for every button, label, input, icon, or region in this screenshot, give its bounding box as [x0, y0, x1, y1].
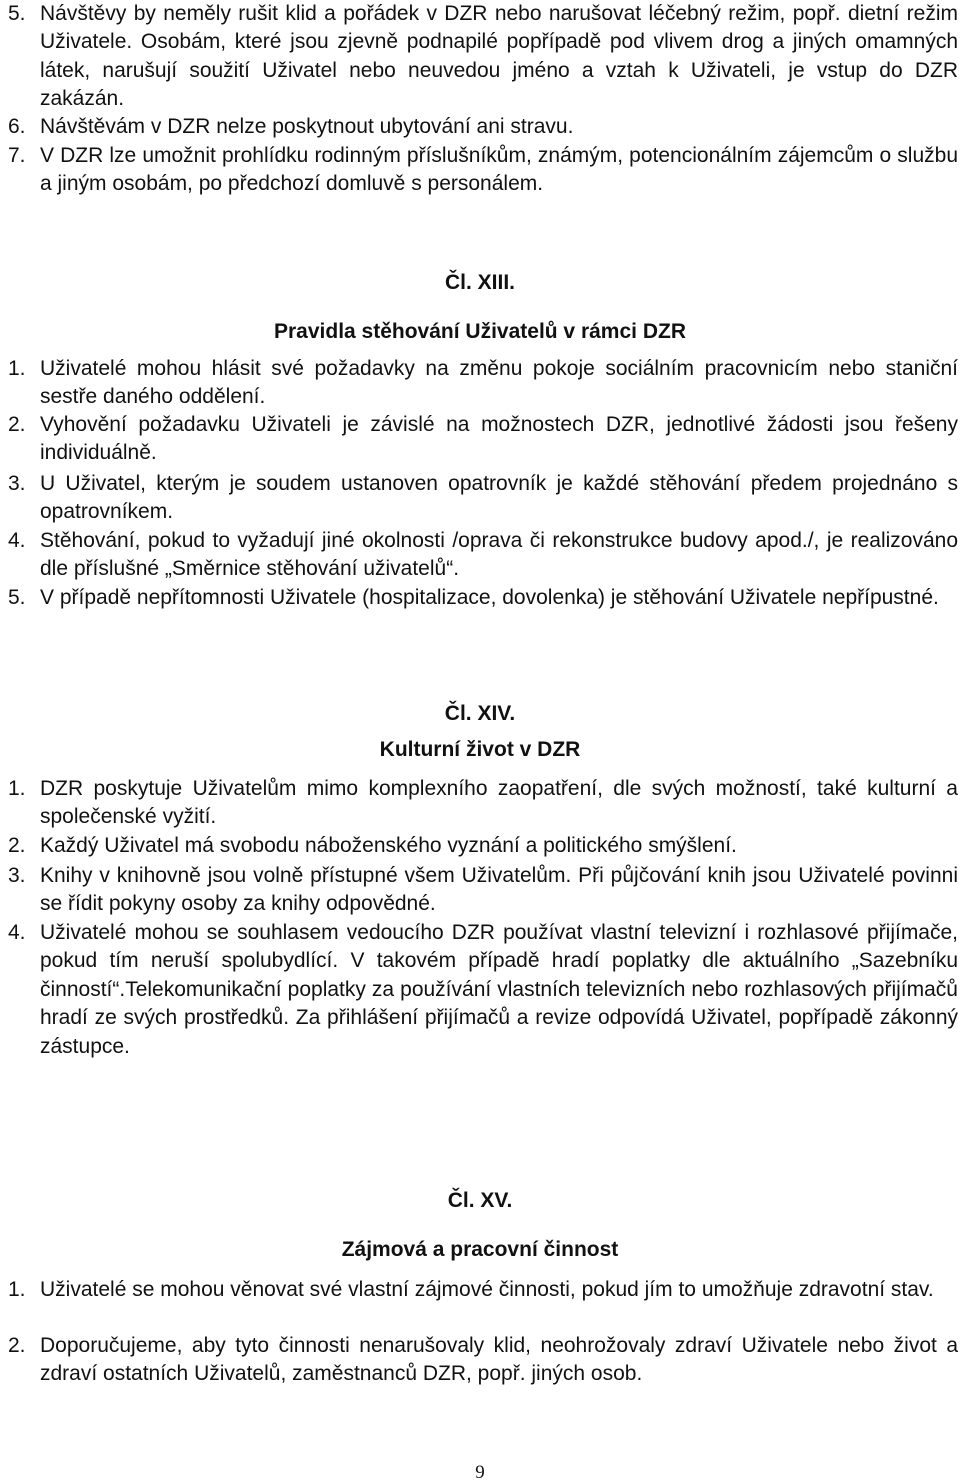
list-text: V případě nepřítomnosti Uživatele (hospitalizace, dovolenka) je stěhování Uživatele nepřípustné. — [40, 586, 939, 609]
list-text: Stěhování, pokud to vyžadují jiné okolnosti /oprava či rekonstrukce budovy apod./, je realizováno dle příslušné „Směrnice stěhování uživatelů“. — [40, 529, 958, 581]
list-item — [8, 1276, 960, 1304]
list-text: Doporučujeme, aby tyto činnosti nenarušovaly klid, neohrožovaly zdraví Uživatele nebo život a zdraví ostatních Uživatelů, zaměstnanců DZR, popř. jiných osob. — [40, 1334, 958, 1386]
list-number: 3. — [8, 472, 26, 495]
list-item — [8, 832, 960, 860]
list-number: 5. — [8, 2, 26, 25]
list-item-5 — [8, 0, 960, 114]
list-number: 5. — [8, 586, 26, 609]
list-text: Každý Uživatel má svobodu náboženského vyznání a politického smýšlení. — [40, 834, 737, 857]
list-number: 1. — [8, 1278, 26, 1301]
list-number: 3. — [8, 864, 26, 887]
article-number: Čl. XIV. — [444, 702, 516, 725]
list-item-7 — [8, 142, 960, 199]
list-item-6 — [8, 113, 960, 141]
list-number: 2. — [8, 413, 26, 436]
list-text: Návštěvy by neměly rušit klid a pořádek v DZR nebo narušovat léčebný režim, popř. dietní režim Uživatele. Osobám, které jsou zjevně podnapilé popřípadě pod vlivem drog a jiných omamných látek, narušují soužití Uživatel nebo neuvedou jméno a vztah k Uživateli, je vstup do DZR zakázán. — [40, 2, 958, 111]
list-number: 2. — [8, 834, 26, 857]
list-text: Uživatelé se mohou věnovat své vlastní zájmové činnosti, pokud jím to umožňuje zdravotní stav. — [40, 1278, 934, 1301]
list-text: Uživatelé mohou hlásit své požadavky na změnu pokoje sociálním pracovnicím nebo staniční sestře daného oddělení. — [40, 357, 958, 409]
list-text: DZR poskytuje Uživatelům mimo komplexního zaopatření, dle svých možností, také kulturní a společenské vyžití. — [40, 777, 958, 829]
section-title: Kulturní život v DZR — [379, 738, 581, 761]
list-number: 2. — [8, 1334, 26, 1357]
list-text: U Uživatel, kterým je soudem ustanoven opatrovník je každé stěhování předem projednáno s opatrovníkem. — [40, 472, 958, 524]
section-title: Pravidla stěhování Uživatelů v rámci DZR — [274, 320, 686, 343]
list-item — [8, 1332, 960, 1389]
list-text: Uživatelé mohou se souhlasem vedoucího DZR používat vlastní televizní i rozhlasové přijímače, pokud tím neruší spolubydlící. V takovém případě hradí poplatky dle aktuálního „Sazebníku činností“.Telekomunikační poplatky za používání vlastních televizních nebo rozhlasových přijímačů hradí ze svých prostředků. Za přihlášení přijímačů a revize odpovídá Uživatel, popřípadě zákonný zástupce. — [40, 921, 958, 1058]
list-text: Vyhovění požadavku Uživateli je závislé na možnostech DZR, jednotlivé žádosti jsou řešeny individuálně. — [40, 413, 958, 465]
section-title: Zájmová a pracovní činnost — [341, 1238, 619, 1261]
list-item — [8, 355, 960, 412]
list-item — [8, 775, 960, 832]
list-text: Knihy v knihovně jsou volně přístupné všem Uživatelům. Při půjčování knih jsou Uživatelé povinni se řídit pokyny osoby za knihy odpovědné. — [40, 864, 958, 916]
list-item — [8, 584, 960, 612]
list-number: 1. — [8, 357, 26, 380]
list-number: 4. — [8, 529, 26, 552]
article-number: Čl. XIII. — [444, 271, 515, 294]
list-number: 7. — [8, 144, 26, 167]
list-item — [8, 470, 960, 527]
list-item — [8, 527, 960, 584]
list-item — [8, 919, 960, 1061]
article-number: Čl. XV. — [447, 1189, 513, 1212]
list-number: 4. — [8, 921, 26, 944]
list-item — [8, 862, 960, 919]
list-text: Návštěvám v DZR nelze poskytnout ubytování ani stravu. — [40, 115, 574, 138]
page-number: 9 — [475, 1462, 485, 1483]
list-number: 1. — [8, 777, 26, 800]
list-number: 6. — [8, 115, 26, 138]
list-text: V DZR lze umožnit prohlídku rodinným příslušníkům, známým, potencionálním zájemcům o službu a jiným osobám, po předchozí domluvě s personálem. — [40, 144, 958, 196]
list-item — [8, 411, 960, 468]
